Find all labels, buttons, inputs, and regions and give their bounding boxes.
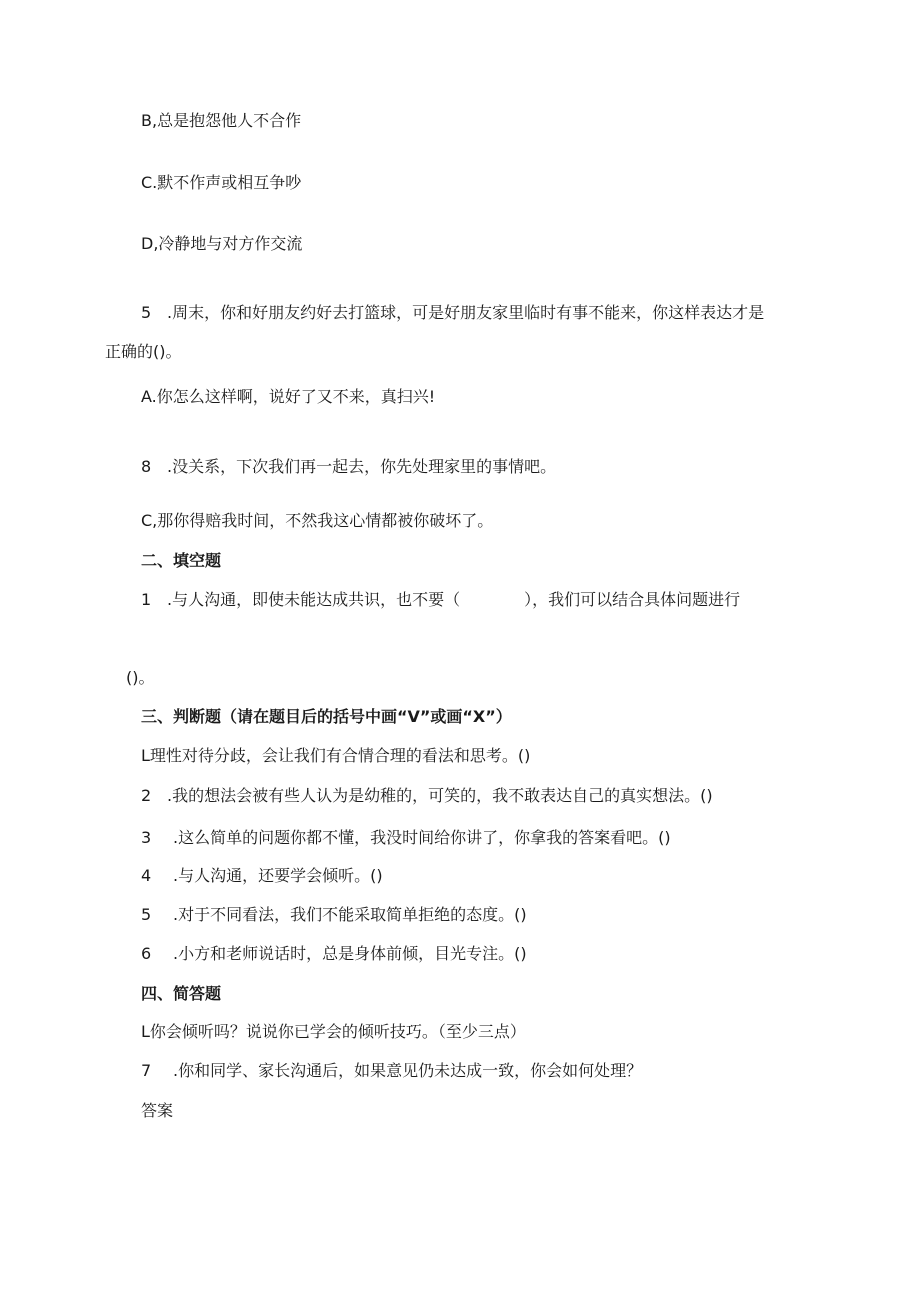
section3-item-2-number: 2 xyxy=(141,786,152,805)
section3-item-3-number: 3 xyxy=(141,828,152,847)
answer-label: 答案 xyxy=(141,1101,174,1120)
section4-q2-number: 7 xyxy=(141,1061,152,1080)
q1-option-b: B,总是抱怨他人不合作 xyxy=(141,111,302,130)
section3-item-4-text: .与人沟通，还要学会倾听。() xyxy=(173,866,383,885)
section3-item-1 xyxy=(141,746,530,766)
section3-item-5-text: .对于不同看法，我们不能采取简单拒绝的态度。() xyxy=(173,905,527,924)
section2-q1-line2: ()。 xyxy=(126,668,155,687)
q5-option-b-number: 8 xyxy=(141,457,152,476)
section3-heading: 三、判断题（请在题目后的括号中画“V”或画“X”） xyxy=(141,707,512,726)
q1-option-d: D,冷静地与对方作交流 xyxy=(141,234,303,253)
section3-item-3 xyxy=(141,828,671,848)
section3-item-5 xyxy=(141,905,527,925)
section3-item-6-text: .小方和老师说话时，总是身体前倾，目光专注。() xyxy=(173,944,527,963)
q5-option-c: C,那你得赔我时间，不然我这心情都被你破坏了。 xyxy=(141,511,494,530)
section2-q1-line1 xyxy=(141,590,740,610)
section4-q2-text: .你和同学、家长沟通后，如果意见仍未达成一致，你会如何处理？ xyxy=(173,1061,643,1080)
q5-text: .周末，你和好朋友约好去打篮球，可是好朋友家里临时有事不能来，你这样表达才是 xyxy=(167,303,765,322)
section3-item-2-text: .我的想法会被有些人认为是幼稚的，可笑的，我不敢表达自己的真实想法。() xyxy=(167,786,713,805)
section3-item-6 xyxy=(141,944,527,964)
section2-q1-number: 1 xyxy=(141,590,152,609)
q1-option-c: C.默不作声或相互争吵 xyxy=(141,173,302,192)
section3-item-4-number: 4 xyxy=(141,866,152,885)
section3-item-2 xyxy=(141,786,713,806)
section2-q1-text-b: ），我们可以结合具体问题进行 xyxy=(524,590,741,609)
section3-item-6-number: 6 xyxy=(141,944,152,963)
q5-option-b xyxy=(141,457,556,477)
section4-q2 xyxy=(141,1061,642,1081)
q5-line2: 正确的()。 xyxy=(105,342,182,361)
q5-option-b-text: .没关系，下次我们再一起去，你先处理家里的事情吧。 xyxy=(167,457,557,476)
q5-number: 5 xyxy=(141,303,152,322)
section3-item-4 xyxy=(141,866,383,886)
section2-heading: 二、填空题 xyxy=(141,551,222,570)
q5-line1 xyxy=(141,303,764,323)
section2-q1-text-a: .与人沟通，即使未能达成共识，也不要（ xyxy=(167,590,461,609)
section4-heading: 四、简答题 xyxy=(141,984,222,1003)
section4-q1: L你会倾听吗？说说你已学会的倾听技巧。（至少三点） xyxy=(141,1022,526,1041)
section3-item-3-text: .这么简单的问题你都不懂，我没时间给你讲了，你拿我的答案看吧。() xyxy=(173,828,671,847)
section3-item-5-number: 5 xyxy=(141,905,152,924)
section3-item-1-text: L理性对待分歧，会让我们有合情合理的看法和思考。() xyxy=(141,746,531,765)
q5-option-a: A.你怎么这样啊，说好了又不来，真扫兴! xyxy=(141,387,436,406)
